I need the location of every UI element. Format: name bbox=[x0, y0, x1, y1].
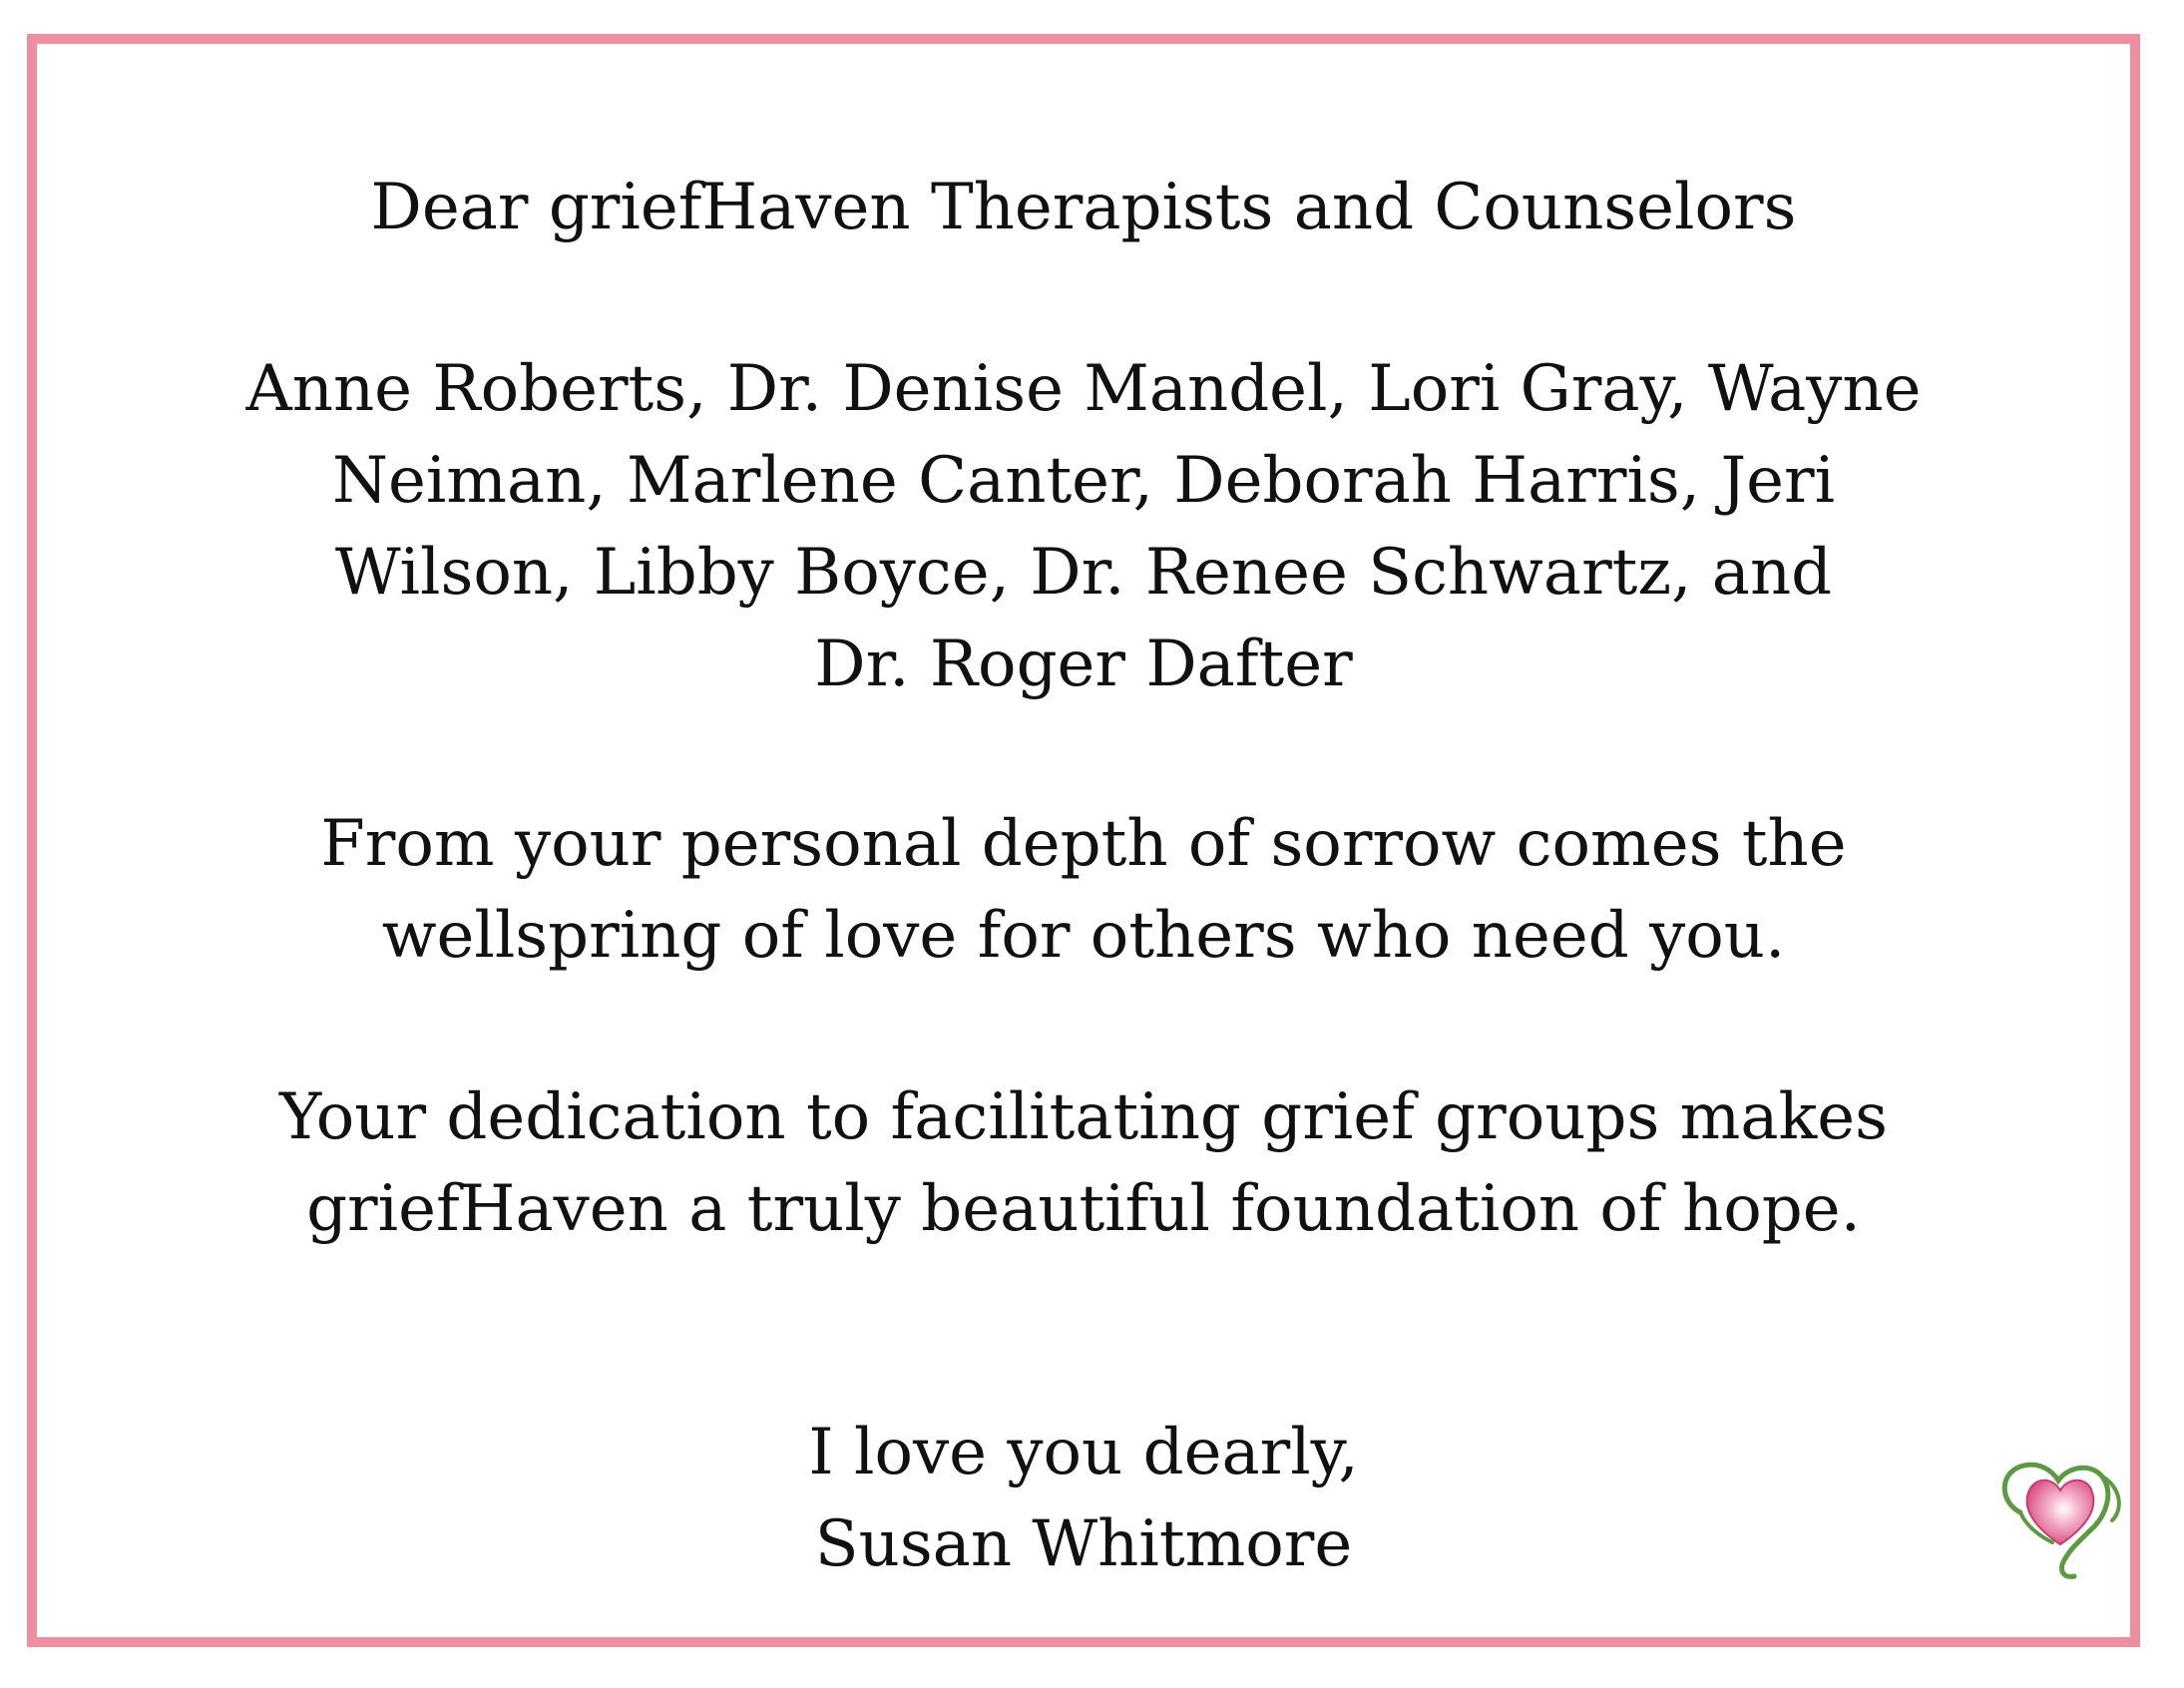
paragraph-line: Your dedication to facilitating grief groups makes bbox=[279, 1080, 1888, 1154]
therapist-names bbox=[37, 343, 2130, 710]
letter-frame bbox=[27, 34, 2140, 1647]
salutation-text: Dear griefHaven Therapists and Counselors bbox=[370, 171, 1797, 244]
signature: Susan Whitmore bbox=[814, 1507, 1353, 1581]
paragraph-sorrow bbox=[37, 798, 2130, 982]
closing-text: I love you dearly, bbox=[808, 1416, 1359, 1489]
salutation bbox=[37, 162, 2130, 253]
names-line: Wilson, Libby Boyce, Dr. Renee Schwartz, and bbox=[334, 536, 1833, 610]
paragraph-line: wellspring of love for others who need you. bbox=[381, 899, 1786, 973]
names-line: Dr. Roger Dafter bbox=[814, 628, 1353, 701]
names-line: Neiman, Marlene Canter, Deborah Harris, Jeri bbox=[331, 444, 1836, 518]
paragraph-dedication bbox=[37, 1071, 2130, 1255]
closing-block bbox=[37, 1407, 2130, 1590]
paragraph-line: From your personal depth of sorrow comes the bbox=[320, 807, 1847, 881]
griefhaven-heart-flower-logo-icon bbox=[1990, 1453, 2130, 1584]
names-line: Anne Roberts, Dr. Denise Mandel, Lori Gray, Wayne bbox=[245, 352, 1922, 426]
paragraph-line: griefHaven a truly beautiful foundation of hope. bbox=[306, 1172, 1861, 1246]
